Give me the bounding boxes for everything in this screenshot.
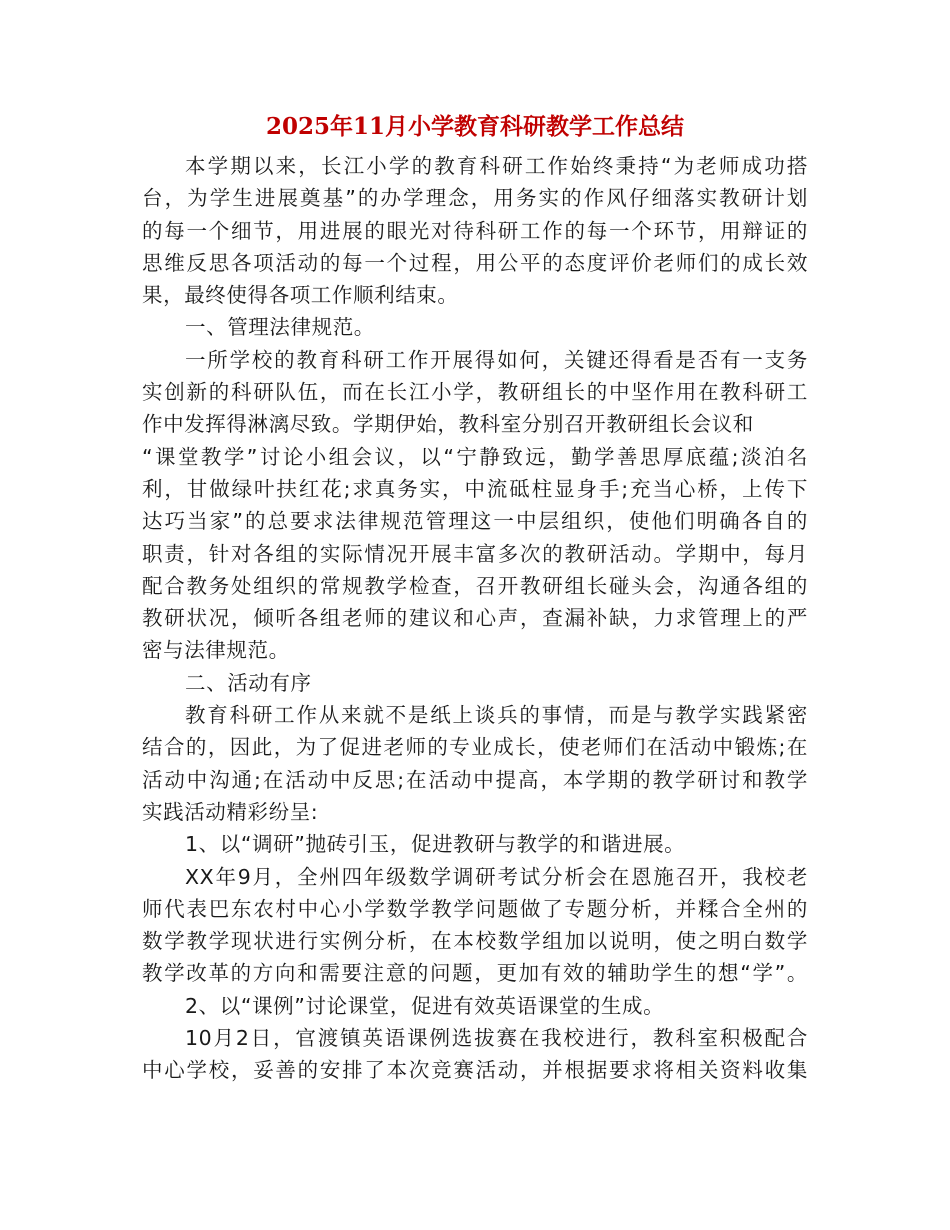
paragraph-line: 职责，针对各组的实际情况开展丰富多次的教研活动。学期中，每月 [142,541,808,566]
paragraph-line: 台，为学生进展奠基”的办学理念，用务实的作风仔细落实教研计划 [142,186,808,211]
paragraph-line: 密与法律规范。 [142,638,290,663]
section-heading: 一、管理法律规范。 [185,315,375,340]
document-body [142,150,808,1087]
paragraph-line: 教学改革的方向和需要注意的问题，更加有效的辅助学生的想“学”。 [142,961,808,986]
paragraph-line: XX年9月，全州四年级数学调研考试分析会在恩施召开，我校老 [185,864,808,889]
subsection-heading: 2、以“课例”讨论课堂，促进有效英语课堂的生成。 [185,993,665,1018]
paragraph-line: 达巧当家”的总要求法律规范管理这一中层组织，使他们明确各自的 [142,509,808,534]
paragraph-line: 配合教务处组织的常规教学检查，召开教研组长碰头会，沟通各组的 [142,573,808,598]
paragraph-line: 结合的，因此，为了促进老师的专业成长，使老师们在活动中锻炼;在 [142,735,808,760]
paragraph-line: 教育科研工作从来就不是纸上谈兵的事情，而是与教学实践紧密 [185,703,808,728]
paragraph-line: 10月2日，官渡镇英语课例选拔赛在我校进行，教科室积极配合 [185,1026,808,1051]
document-title: 2025年11月小学教育科研教学工作总结 [265,113,685,140]
paragraph-line: 一所学校的教育科研工作开展得如何，关键还得看是否有一支务 [185,347,808,372]
section-heading: 二、活动有序 [185,670,312,695]
paragraph-line: 果，最终使得各项工作顺利结束。 [142,283,459,308]
paragraph-line: 本学期以来，长江小学的教育科研工作始终秉持“为老师成功搭 [185,154,808,178]
paragraph-line: “课堂教学”讨论小组会议，以“宁静致远，勤学善思厚底蕴;淡泊名 [142,444,808,469]
paragraph-line: 实创新的科研队伍，而在长江小学，教研组长的中坚作用在教科研工 [142,380,808,405]
paragraph-line: 活动中沟通;在活动中反思;在活动中提高，本学期的教学研讨和教学 [142,767,808,792]
paragraph-line: 利，甘做绿叶扶红花;求真务实，中流砥柱显身手;充当心桥，上传下 [142,476,808,501]
paragraph-line: 师代表巴东农村中心小学数学教学问题做了专题分析，并糅合全州的 [142,896,808,921]
subsection-heading: 1、以“调研”抛砖引玉，促进教研与教学的和谐进展。 [185,832,686,857]
paragraph-line: 的每一个细节，用进展的眼光对待科研工作的每一个环节，用辩证的 [142,218,808,243]
paragraph-line: 中心学校，妥善的安排了本次竞赛活动，并根据要求将相关资料收集 [142,1058,808,1083]
paragraph-line: 数学教学现状进行实例分析，在本校数学组加以说明，使之明白数学 [142,929,808,954]
paragraph-line: 思维反思各项活动的每一个过程，用公平的态度评价老师们的成长效 [142,250,808,275]
paragraph-line: 教研状况，倾听各组老师的建议和心声，查漏补缺，力求管理上的严 [142,606,808,631]
paragraph-line: 实践活动精彩纷呈: [142,799,319,824]
paragraph-line: 作中发挥得淋漓尽致。学期伊始，教科室分别召开教研组长会议和 [142,412,754,437]
